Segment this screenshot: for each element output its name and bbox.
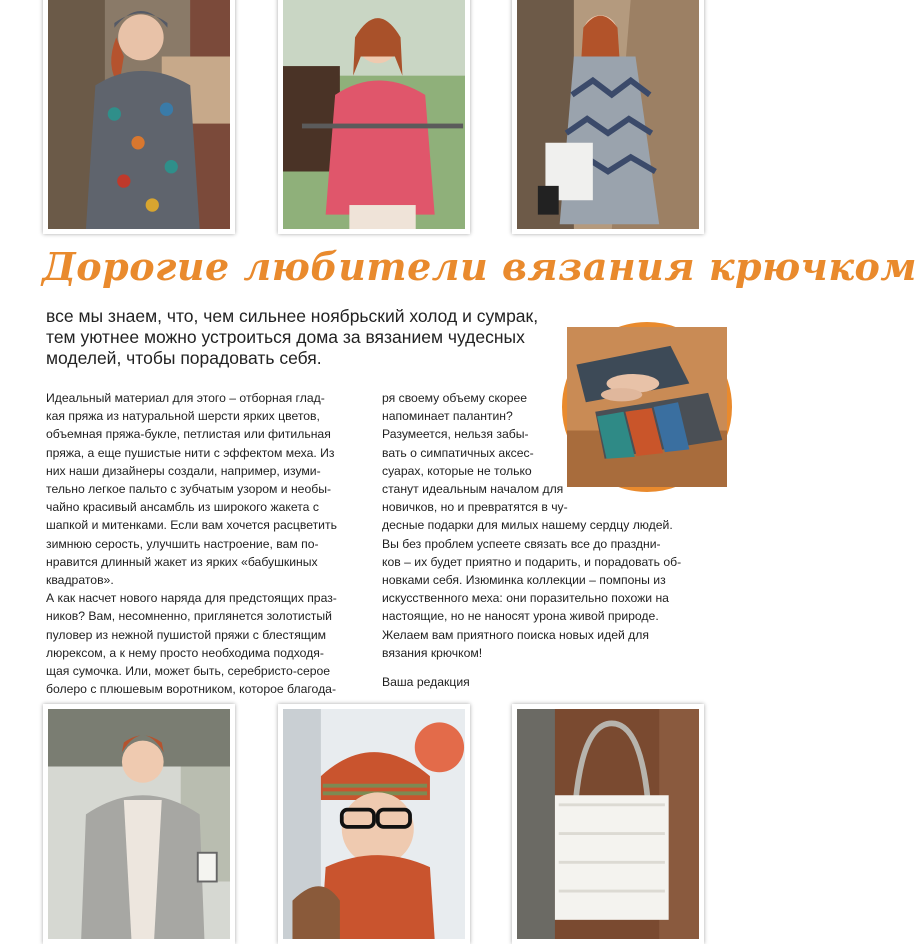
lead-line: все мы знаем, что, чем сильнее ноябрьский холод и сумрак, [46, 306, 539, 326]
text-line: кая пряжа из натуральной шерсти ярких цветов, [46, 409, 320, 424]
text-line: станут идеальным началом для [382, 482, 564, 497]
text-line: десные подарки для милых нашему сердцу людей. [382, 518, 673, 533]
text-line: тельно легкое пальто с зубчатым узором и необы- [46, 482, 332, 497]
text-line: квадратов». [46, 573, 114, 588]
lead-paragraph [46, 306, 606, 369]
signature: Ваша редакция [382, 675, 470, 690]
text-line: Идеальный материал для этого – отборная глад- [46, 391, 325, 405]
text-line: ря своему объему скорее [382, 391, 528, 405]
photo-grey-bolero [43, 704, 235, 944]
text-column-1 [46, 389, 368, 698]
lead-line: тем уютнее можно устроиться дома за вязанием чудесных [46, 327, 525, 347]
photo-granny-square-jacket [43, 0, 235, 234]
text-line: нравится длинный жакет из ярких «бабушкиных [46, 554, 318, 569]
text-line: новками себя. Изюминка коллекции – помпоны из [382, 573, 666, 588]
photo-pompon-hat [278, 704, 470, 944]
page-title: Дорогие любители вязания крючком [42, 244, 917, 289]
text-line: вязания крючком! [382, 645, 483, 660]
photo-zigzag-coat [512, 0, 704, 234]
text-line: них наши дизайнеры создали, например, изуми- [46, 463, 321, 478]
photo-pink-pullover [278, 0, 470, 234]
text-line: искусственного меха: они поразительно похожи на [382, 591, 669, 606]
text-line: суарах, которые не только [382, 463, 532, 478]
text-line: ников? Вам, несомненно, приглянется золотистый [46, 609, 332, 624]
lead-line: моделей, чтобы порадовать себя. [46, 348, 322, 368]
text-line: объемная пряжа-букле, петлистая или фитильная [46, 427, 331, 442]
text-line: напоминает палантин? [382, 409, 513, 424]
text-line: вать о симпатичных аксес- [382, 445, 534, 460]
text-line: новичков, но и превратятся в чу- [382, 500, 568, 515]
text-line: А как насчет нового наряда для предстоящих праз- [46, 591, 337, 606]
text-line: щая сумочка. Или, может быть, серебристо-серое [46, 664, 331, 679]
text-line: люрексом, а к нему просто необходима подходя- [46, 645, 324, 660]
text-line: зимнюю серость, улучшить настроение, вам по- [46, 536, 319, 551]
text-line: пуловер из нежной пушистой пряжи с блестящим [46, 627, 327, 642]
text-line: пряжа, а еще пушистые нити с эффектом меха. Из [46, 445, 335, 460]
text-line: чайно красивый ансамбль из широкого жакета с [46, 500, 319, 515]
text-line: болеро с плюшевым воротником, которое благода- [46, 682, 337, 697]
text-line: Вы без проблем успеете связать все до праздни- [382, 536, 661, 551]
photo-fur-bag [512, 704, 704, 944]
text-line: ков – их будет приятно и подарить, и порадовать об- [382, 554, 682, 569]
text-line: Желаем вам приятного поиска новых идей для [382, 627, 649, 642]
text-column-2 [382, 389, 702, 691]
text-line: шапкой и митенками. Если вам хочется расцветить [46, 518, 337, 533]
text-line: настоящие, но не наносят урона живой природе. [382, 609, 659, 624]
text-line: Разумеется, нельзя забы- [382, 427, 529, 442]
